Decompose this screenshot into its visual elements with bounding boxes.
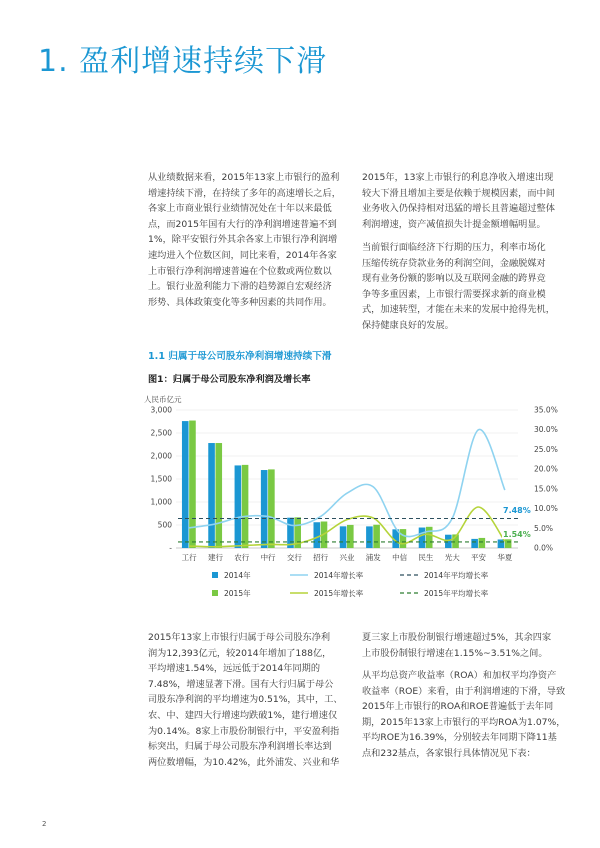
- legend-label-2014年平均增长率: 2014年平均增长率: [424, 571, 489, 580]
- category-label-建行: 建行: [207, 553, 223, 562]
- bar-2014年-农行: [235, 465, 242, 548]
- text-line: 点，而2015年国有大行的净利润增速普遍不到: [148, 218, 337, 230]
- legend-label-2015年平均增长率: 2015年平均增长率: [424, 589, 489, 598]
- category-label-中信: 中信: [392, 553, 408, 562]
- text-line: 期，2015年13家上市银行的平均ROA为1.07%，: [362, 716, 566, 728]
- text-line: 两位数增幅，为10.42%，此外浦发、兴业和华: [148, 756, 340, 768]
- text-line: 从业绩数据来看，2015年13家上市银行的盈利: [148, 172, 340, 183]
- right-axis-tick-label: 30.0%: [534, 425, 558, 435]
- text-line: 从平均总资产收益率（ROA）和加权平均净资产: [362, 670, 557, 681]
- bar-2014年-工行: [182, 421, 189, 548]
- bar-2014年-中行: [261, 470, 268, 548]
- bar-2015年-平安: [479, 538, 486, 548]
- bar-2015年-工行: [189, 421, 196, 548]
- left-axis-tick-label: 2,000: [150, 451, 172, 461]
- left-axis-tick-label: -: [169, 543, 172, 553]
- right-axis-tick-label: 15.0%: [534, 484, 558, 494]
- left-axis-tick-label: 1,500: [150, 474, 172, 484]
- right-axis-tick-label: 10.0%: [534, 504, 558, 514]
- section-heading: 1.1 归属于母公司股东净利润增速持续下滑: [148, 351, 332, 362]
- bar-2015年-中行: [268, 469, 275, 548]
- body-right-paragraph-2: [362, 668, 570, 762]
- category-label-平安: 平安: [471, 553, 487, 562]
- left-axis-tick-label: 1,000: [150, 497, 172, 507]
- left-axis-tick-label: 500: [157, 520, 172, 530]
- avg-2015-label: 1.54%: [503, 530, 531, 539]
- category-label-交行: 交行: [286, 553, 302, 562]
- text-line: 速均进入个位数区间，同比来看，2014年各家: [148, 249, 337, 261]
- legend-label-2014年: 2014年: [224, 571, 251, 580]
- text-line: 为0.14%。8家上市股份制银行中，平安盈利指: [148, 725, 340, 737]
- text-line: 平均增速1.54%，远远低于2014年同期的: [148, 663, 321, 675]
- legend-label-2015年: 2015年: [224, 589, 251, 598]
- text-line: 标突出，归属于母公司股东净利润增长率达到: [148, 741, 332, 753]
- text-line: 争等多重因素，上市银行需要探求新的商业模: [362, 288, 546, 300]
- intro-right-paragraph-2: [362, 240, 570, 334]
- right-axis-tick-label: 0.0%: [534, 543, 554, 553]
- text-line: 收益率（ROE）来看，由于利润增速的下滑，导致: [362, 685, 566, 697]
- text-line: 点和232基点，各家银行具体情况见下表：: [362, 747, 536, 759]
- category-labels: [182, 552, 513, 562]
- text-line: 当前银行面临经济下行期的压力，利率市场化: [362, 242, 546, 253]
- right-axis-tick-label: 5.0%: [534, 523, 554, 533]
- text-line: 夏三家上市股份制银行增速超过5%，其余四家: [362, 632, 552, 643]
- body-left-paragraph: [148, 630, 354, 770]
- category-label-中行: 中行: [260, 553, 276, 562]
- legend: [212, 570, 489, 598]
- bar-2014年-华夏: [498, 539, 505, 548]
- text-line: 2015年13家上市银行归属于母公司股东净利: [148, 632, 331, 643]
- bar-2015年-浦发: [373, 525, 380, 548]
- text-line: 各家上市商业银行业绩情况处在十年以来最低: [148, 203, 332, 215]
- bar-2014年-建行: [208, 443, 215, 548]
- bar-2015年-建行: [215, 443, 222, 548]
- text-line: 润为12,393亿元，较2014年增加了188亿，: [148, 647, 332, 659]
- bar-2014年-光大: [445, 535, 452, 548]
- bar-2014年-浦发: [366, 526, 373, 548]
- text-line: 业务收入仍保持相对迅猛的增长且普遍超过整体: [362, 203, 555, 215]
- page-title: 1. 盈利增速持续下滑: [38, 44, 328, 79]
- left-axis-tick-label: 3,000: [150, 405, 172, 415]
- text-line: 较大下滑且增加主要是依赖于规模因素，而中间: [362, 187, 555, 199]
- right-axis-tick-label: 35.0%: [534, 405, 558, 415]
- text-line: 平均ROE为16.39%，分别较去年同期下降11基: [362, 732, 557, 744]
- bar-2014年-民生: [419, 528, 426, 548]
- bar-2014年-兴业: [340, 526, 347, 548]
- body-right-paragraph-1: [362, 630, 570, 661]
- text-line: 7.48%，增速显著下滑。国有大行归属于母公: [148, 678, 334, 690]
- category-label-农行: 农行: [234, 553, 250, 562]
- text-line: 上市股份制银行增速在1.15%~3.51%之间。: [362, 647, 548, 659]
- bar-2014年-招行: [313, 522, 320, 548]
- legend-swatch-2015年: [212, 590, 218, 596]
- intro-right-paragraph-1: [362, 170, 570, 232]
- bar-2015年-华夏: [505, 539, 512, 548]
- right-axis-tick-label: 25.0%: [534, 444, 558, 454]
- left-axis-unit-label: 人民币亿元: [144, 395, 182, 404]
- text-line: 压缩传统存贷款业务的利润空间，金融脱媒对: [362, 257, 546, 269]
- left-axis-ticks: [151, 406, 173, 553]
- right-axis-ticks: [534, 406, 558, 553]
- text-line: 2015年，13家上市银行的利息净收入增速出现: [362, 172, 554, 183]
- text-line: 上。银行业盈利能力下滑的趋势源自宏观经济: [148, 281, 332, 293]
- page-number: 2: [42, 820, 47, 828]
- text-line: 上市银行净利润增速普遍在个位数或两位数以: [148, 265, 332, 277]
- category-label-光大: 光大: [444, 553, 460, 562]
- avg-2014-label: 7.48%: [503, 506, 531, 515]
- category-label-民生: 民生: [418, 553, 434, 562]
- category-label-华夏: 华夏: [497, 553, 513, 562]
- category-label-浦发: 浦发: [365, 553, 381, 562]
- intro-left-paragraph: [148, 170, 354, 310]
- text-line: 式，加速转型，才能在未来的发展中抢得先机，: [362, 304, 555, 316]
- average-labels: [502, 504, 531, 539]
- figure-title: 图1：归属于母公司股东净利润及增长率: [148, 374, 311, 385]
- bar-2015年-兴业: [347, 525, 354, 548]
- text-line: 利润增速，资产减值损失计提金额增幅明显。: [362, 218, 546, 230]
- bar-2015年-中信: [400, 529, 407, 548]
- bar-2015年-农行: [242, 465, 249, 548]
- category-label-工行: 工行: [181, 553, 197, 562]
- bar-2014年-交行: [287, 518, 294, 548]
- category-label-兴业: 兴业: [339, 553, 355, 562]
- legend-label-2014年增长率: 2014年增长率: [314, 571, 364, 580]
- text-line: 1%，除平安银行外其余各家上市银行净利润增: [148, 234, 338, 246]
- net-profit-chart: [140, 394, 560, 606]
- text-line: 2015年上市银行的ROA和ROE普遍低于去年同: [362, 701, 554, 713]
- text-line: 形势、具体政策变化等多种因素的共同作用。: [148, 296, 332, 308]
- text-line: 保持健康良好的发展。: [362, 319, 454, 331]
- text-line: 农、中、建四大行增速均跌破1%，建行增速仅: [148, 709, 338, 721]
- left-axis-tick-label: 2,500: [150, 428, 172, 438]
- right-axis-tick-label: 20.0%: [534, 464, 558, 474]
- legend-label-2015年增长率: 2015年增长率: [314, 589, 364, 598]
- category-label-招行: 招行: [313, 553, 329, 562]
- text-line: 增速持续下滑，在持续了多年的高速增长之后，: [148, 187, 341, 199]
- legend-swatch-2014年: [212, 572, 218, 578]
- bar-2014年-平安: [471, 539, 478, 548]
- text-line: 现有业务份额的影响以及互联网金融的跨界竞: [362, 273, 546, 285]
- text-line: 司股东净利润的平均增速为0.51%，其中，工、: [148, 694, 343, 706]
- bar-2015年-民生: [426, 527, 433, 548]
